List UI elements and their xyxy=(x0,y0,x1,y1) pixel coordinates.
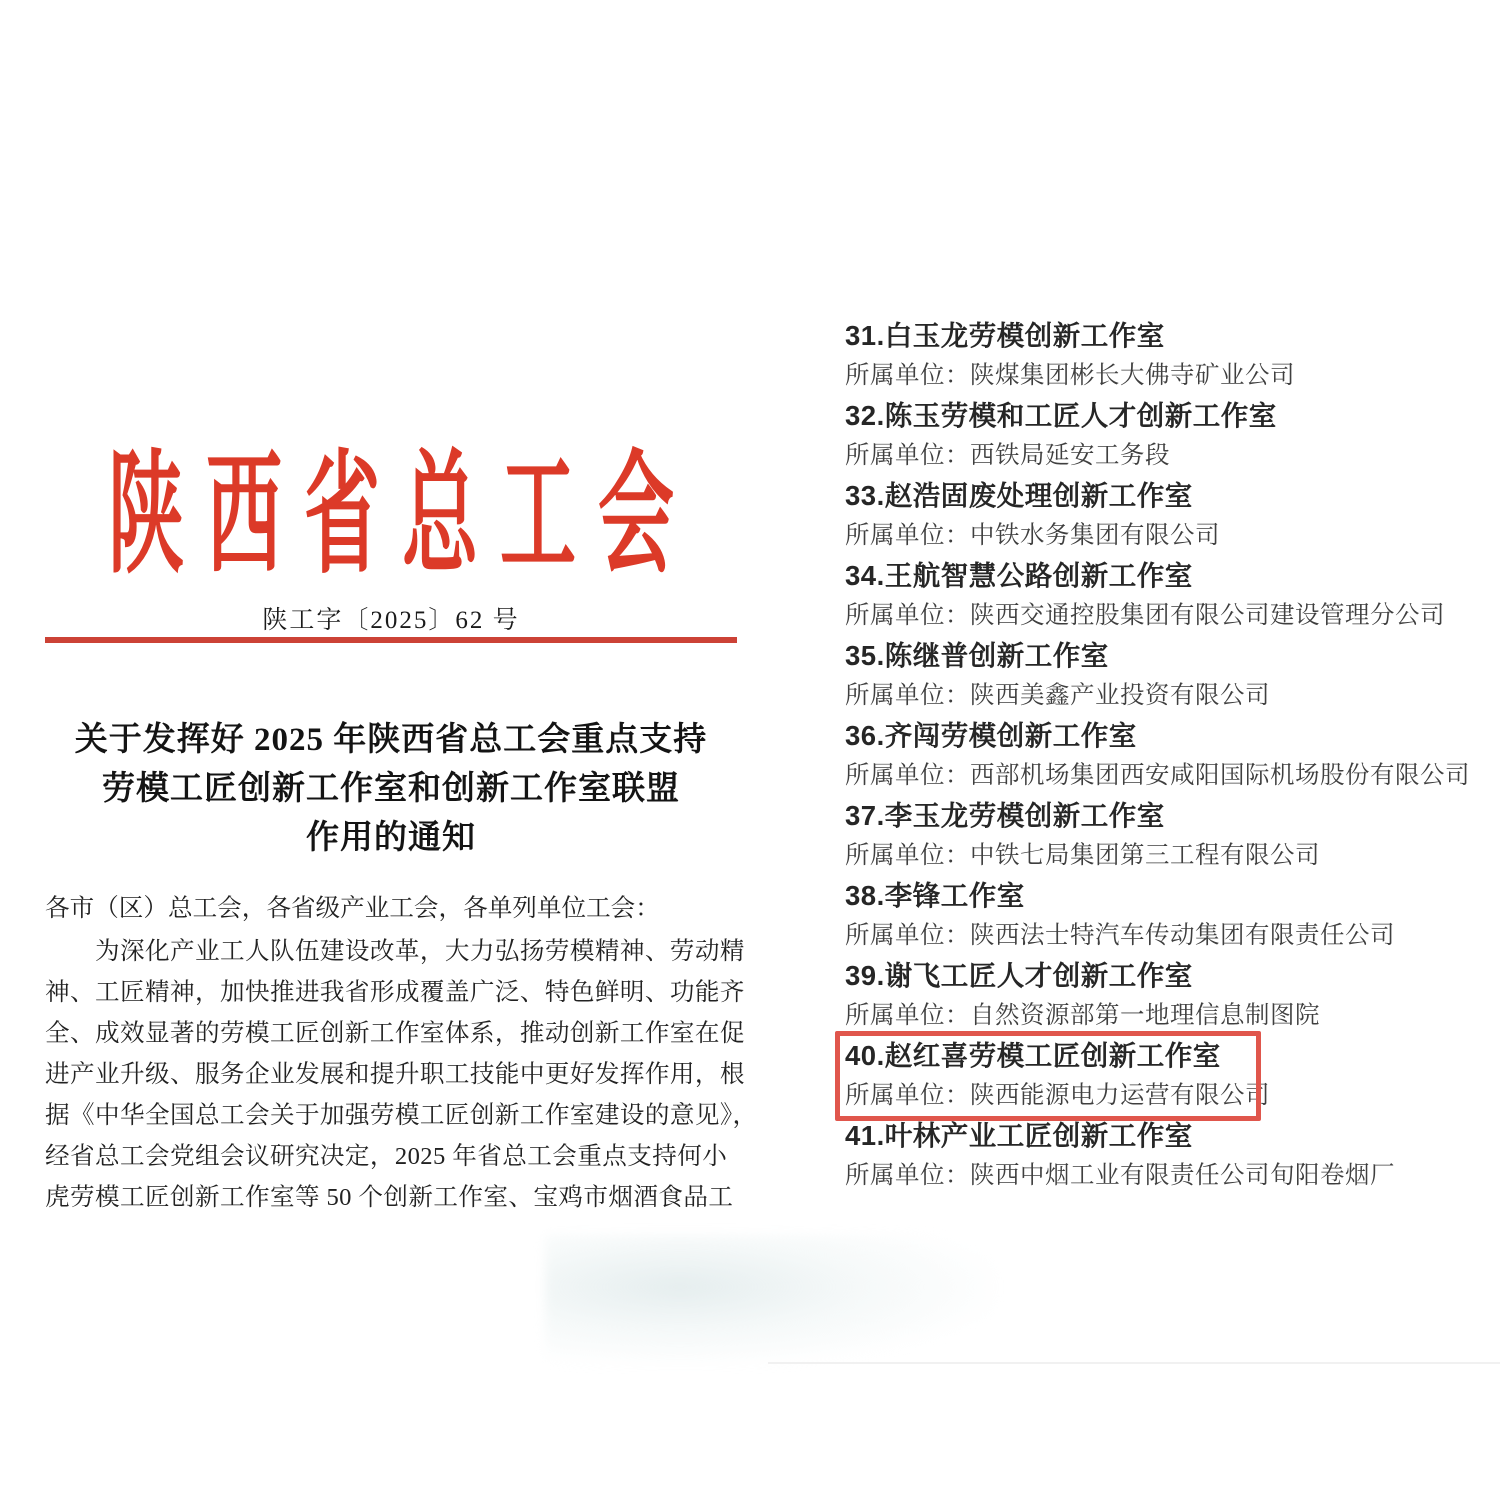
unit-name: 陕西法士特汽车传动集团有限责任公司 xyxy=(970,922,1395,949)
workshop-entry-unit-line xyxy=(845,436,1500,476)
unit-name: 西部机场集团西安咸阳国际机场股份有限公司 xyxy=(970,762,1470,789)
notice-body xyxy=(45,931,758,1218)
workshop-entry-name: 李玉龙劳模创新工作室 xyxy=(884,800,1165,831)
workshop-entry-unit-line xyxy=(845,916,1500,956)
workshop-entry-unit-line xyxy=(845,1156,1500,1196)
workshop-entry-unit-line xyxy=(845,996,1500,1036)
workshop-entry-number: 34. xyxy=(845,560,885,591)
workshop-entry-title xyxy=(845,556,1500,596)
unit-name: 陕西交通控股集团有限公司建设管理分公司 xyxy=(970,602,1445,629)
workshop-entry xyxy=(845,636,1500,716)
unit-name: 陕西能源电力运营有限公司 xyxy=(970,1082,1270,1109)
workshop-entry-unit-line xyxy=(845,356,1500,396)
workshop-entry-name: 陈继普创新工作室 xyxy=(884,640,1109,671)
workshop-entry xyxy=(845,556,1500,636)
workshop-entry xyxy=(845,716,1500,796)
unit-label: 所属单位： xyxy=(845,362,970,389)
workshop-entry-number: 39. xyxy=(845,960,885,991)
unit-label: 所属单位： xyxy=(845,922,970,949)
workshop-entry-unit-line xyxy=(845,596,1500,636)
workshop-entry-name: 陈玉劳模和工匠人才创新工作室 xyxy=(884,400,1277,431)
workshop-entry xyxy=(845,476,1500,556)
notice-body-line: 进产业升级、服务企业发展和提升职工技能中更好发挥作用，根 xyxy=(45,1061,745,1088)
workshop-entry-number: 38. xyxy=(845,880,885,911)
workshop-entry-number: 33. xyxy=(845,480,885,511)
workshop-entry-number: 36. xyxy=(845,720,885,751)
workshop-entry-name: 赵浩固废处理创新工作室 xyxy=(884,480,1193,511)
unit-name: 中铁七局集团第三工程有限公司 xyxy=(970,842,1320,869)
workshop-entry-name: 谢飞工匠人才创新工作室 xyxy=(884,960,1193,991)
workshop-entry-unit-line xyxy=(845,676,1500,716)
unit-label: 所属单位： xyxy=(845,1082,970,1109)
workshop-entry-name: 王航智慧公路创新工作室 xyxy=(884,560,1193,591)
scan-smudge-artifact xyxy=(545,1235,995,1365)
doc-title-line: 劳模工匠创新工作室和创新工作室联盟 xyxy=(102,771,680,807)
workshop-entry-title xyxy=(845,396,1500,436)
faint-page-edge-line xyxy=(768,1362,1500,1364)
notice-body-line: 经省总工会党组会议研究决定，2025 年省总工会重点支持何小 xyxy=(45,1143,728,1170)
workshop-entry-number: 32. xyxy=(845,400,885,431)
workshop-list xyxy=(845,316,1500,1196)
unit-name: 自然资源部第一地理信息制图院 xyxy=(970,1002,1320,1029)
doc-number: 陕工字〔2025〕62 号 xyxy=(262,607,520,634)
workshop-entry-title xyxy=(845,316,1500,356)
workshop-entry-name: 白玉龙劳模创新工作室 xyxy=(884,320,1165,351)
unit-label: 所属单位： xyxy=(845,1162,970,1189)
workshop-entry xyxy=(845,1116,1500,1196)
unit-label: 所属单位： xyxy=(845,1002,970,1029)
unit-label: 所属单位： xyxy=(845,602,970,629)
org-title: 陕西省总工会 xyxy=(108,443,696,590)
unit-label: 所属单位： xyxy=(845,522,970,549)
workshop-entry-title xyxy=(845,956,1500,996)
notice-body-line: 全、成效显著的劳模工匠创新工作室体系，推动创新工作室在促 xyxy=(45,1020,745,1047)
workshop-entry-number: 40. xyxy=(845,1040,885,1071)
workshop-entry-unit-line xyxy=(845,516,1500,556)
doc-title-line: 关于发挥好 2025 年陕西省总工会重点支持 xyxy=(74,722,708,758)
workshop-entry-title xyxy=(845,636,1500,676)
workshop-entry-number: 35. xyxy=(845,640,885,671)
salutation-line: 各市（区）总工会，各省级产业工会，各单列单位工会： xyxy=(45,895,660,922)
workshop-entry-title xyxy=(845,796,1500,836)
notice-body-line: 为深化产业工人队伍建设改革，大力弘扬劳模精神、劳动精 xyxy=(45,938,745,965)
unit-label: 所属单位： xyxy=(845,842,970,869)
workshop-entry-name: 齐闯劳模创新工作室 xyxy=(884,720,1137,751)
notice-body-line: 虎劳模工匠创新工作室等 50 个创新工作室、宝鸡市烟酒食品工 xyxy=(45,1184,734,1211)
unit-label: 所属单位： xyxy=(845,682,970,709)
unit-name: 陕煤集团彬长大佛寺矿业公司 xyxy=(970,362,1295,389)
unit-label: 所属单位： xyxy=(845,442,970,469)
workshop-entry-name: 叶林产业工匠创新工作室 xyxy=(884,1120,1193,1151)
workshop-entry xyxy=(845,316,1500,396)
workshop-entry xyxy=(845,796,1500,876)
notice-body-line: 神、工匠精神，加快推进我省形成覆盖广泛、特色鲜明、功能齐 xyxy=(45,979,745,1006)
workshop-entry-unit-line xyxy=(845,1076,1500,1116)
unit-label: 所属单位： xyxy=(845,762,970,789)
workshop-entry xyxy=(845,956,1500,1036)
unit-name: 中铁水务集团有限公司 xyxy=(970,522,1220,549)
workshop-entry xyxy=(845,876,1500,956)
workshop-list-page xyxy=(845,316,1500,1196)
workshop-entry-unit-line xyxy=(845,756,1500,796)
workshop-entry-number: 41. xyxy=(845,1120,885,1151)
doc-title-line: 作用的通知 xyxy=(306,820,476,856)
workshop-entry-title xyxy=(845,1116,1500,1156)
workshop-entry xyxy=(845,1036,1500,1116)
workshop-entry-title xyxy=(845,476,1500,516)
unit-name: 陕西中烟工业有限责任公司旬阳卷烟厂 xyxy=(970,1162,1395,1189)
unit-name: 陕西美鑫产业投资有限公司 xyxy=(970,682,1270,709)
notice-body-line: 据《中华全国总工会关于加强劳模工匠创新工作室建设的意见》， xyxy=(45,1102,758,1129)
doc-title xyxy=(45,716,737,863)
workshop-entry-unit-line xyxy=(845,836,1500,876)
red-divider-rule xyxy=(45,637,737,643)
workshop-entry-title xyxy=(845,716,1500,756)
workshop-entry xyxy=(845,396,1500,476)
workshop-entry-number: 37. xyxy=(845,800,885,831)
workshop-entry-title xyxy=(845,1036,1500,1076)
workshop-entry-number: 31. xyxy=(845,320,885,351)
unit-name: 西铁局延安工务段 xyxy=(970,442,1170,469)
workshop-entry-name: 李锋工作室 xyxy=(884,880,1025,911)
workshop-entry-name: 赵红喜劳模工匠创新工作室 xyxy=(884,1040,1221,1071)
workshop-entry-title xyxy=(845,876,1500,916)
